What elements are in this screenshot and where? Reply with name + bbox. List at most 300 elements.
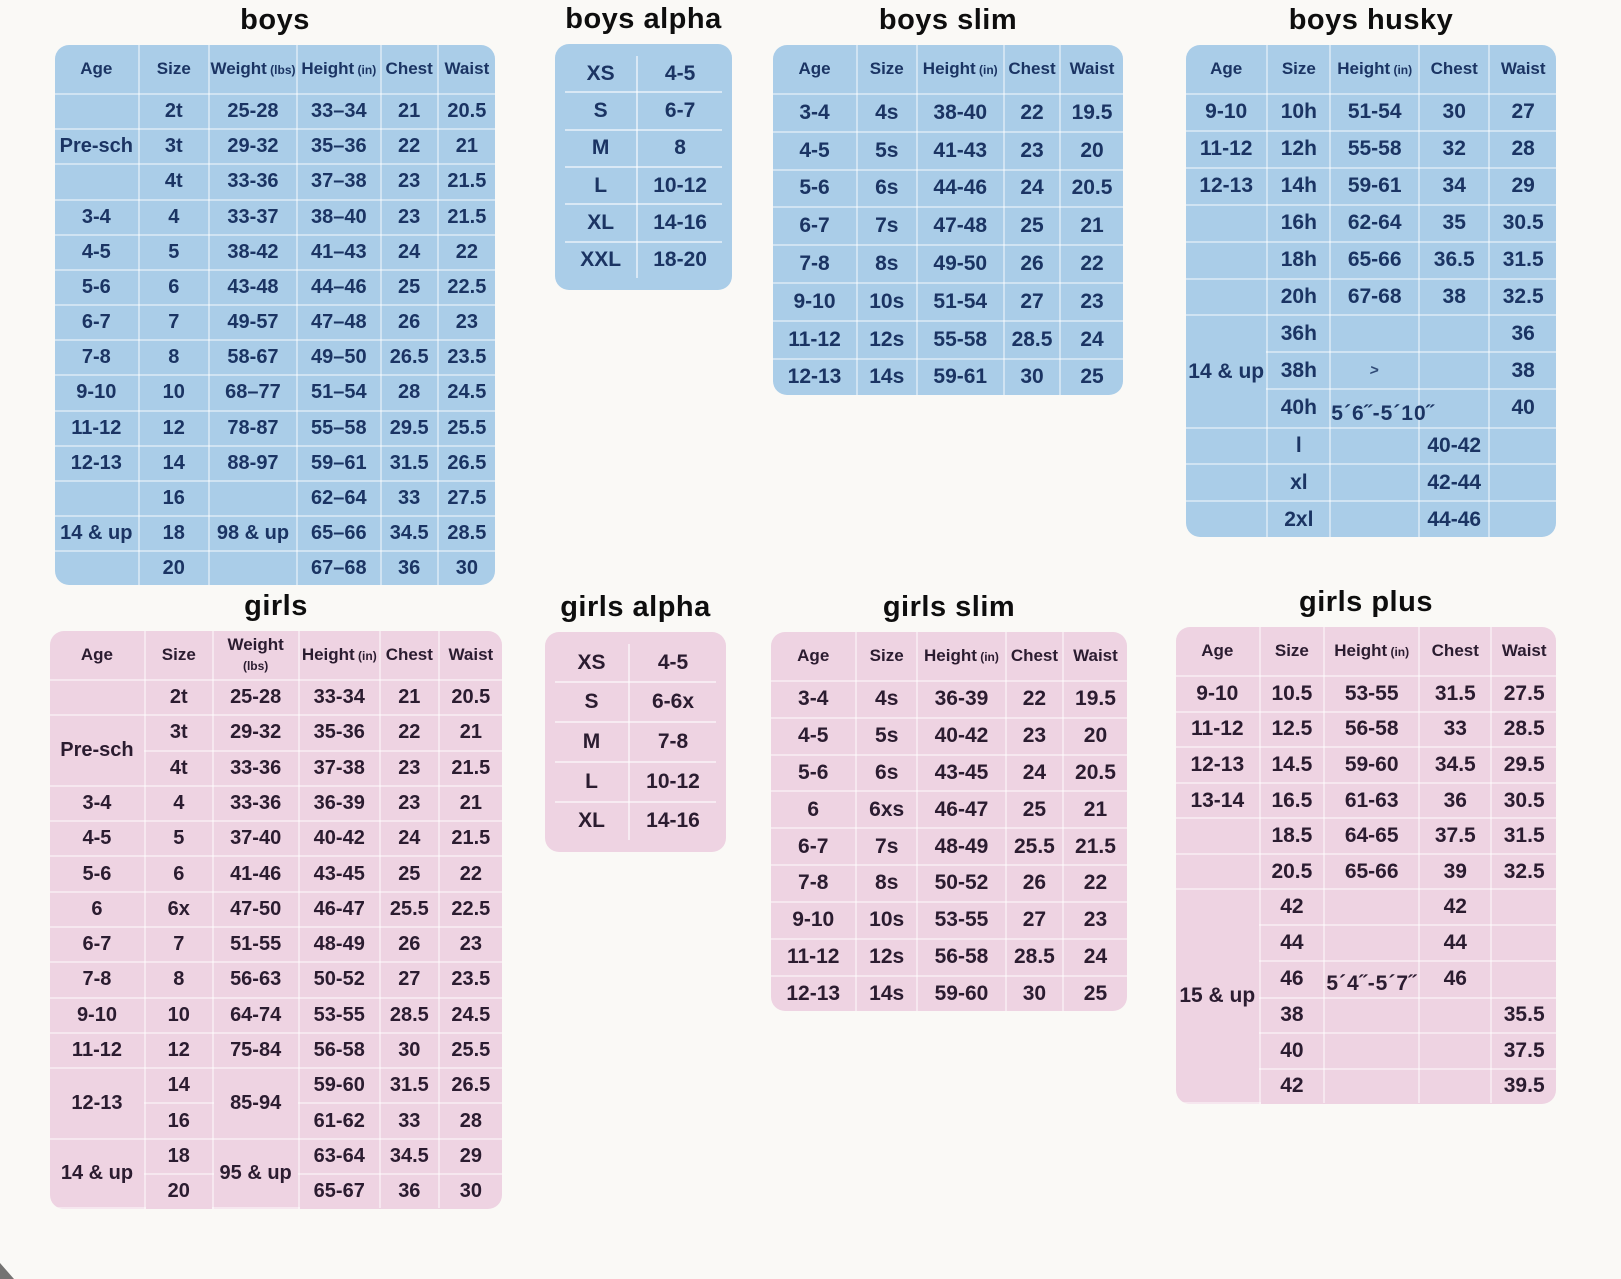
table-cell: S bbox=[555, 682, 629, 722]
table-cell: 78-87 bbox=[209, 411, 297, 446]
table-cell: 33-36 bbox=[209, 164, 297, 199]
column-header: Height (in) bbox=[1324, 627, 1419, 676]
table-cell-empty bbox=[1324, 925, 1419, 961]
table-row bbox=[1186, 279, 1556, 316]
table-cell: 39.5 bbox=[1491, 1069, 1556, 1103]
table-cell: 65–66 bbox=[297, 516, 381, 551]
column-unit-label: (in) bbox=[1390, 63, 1413, 77]
table-cell: 35–36 bbox=[297, 129, 381, 164]
table-row bbox=[50, 715, 502, 750]
table-cell: 40-42 bbox=[299, 821, 380, 856]
table-cell: 44 bbox=[1260, 925, 1325, 961]
boys-table-title: boys bbox=[240, 4, 310, 36]
table-cell: 4t bbox=[145, 751, 213, 786]
column-header: Age bbox=[50, 631, 145, 680]
table-row bbox=[50, 821, 502, 856]
table-cell: 28.5 bbox=[1004, 321, 1060, 359]
table-row bbox=[555, 722, 716, 762]
table-cell: 64-74 bbox=[213, 998, 299, 1033]
column-unit-label: (in) bbox=[354, 63, 377, 77]
boys-husky-table-block bbox=[1186, 3, 1556, 537]
table-cell: 6 bbox=[145, 856, 213, 891]
table-cell: 20 bbox=[1063, 718, 1127, 755]
table-cell: 51-54 bbox=[917, 283, 1005, 321]
table-cell: 34.5 bbox=[381, 516, 438, 551]
table-cell: 33-34 bbox=[299, 680, 380, 715]
table-row bbox=[555, 682, 716, 722]
table-cell: 25-28 bbox=[213, 680, 299, 715]
table-row bbox=[55, 411, 495, 446]
table-row bbox=[773, 359, 1123, 395]
table-row bbox=[555, 802, 716, 840]
table-cell: XS bbox=[565, 56, 637, 92]
table-cell: 5 bbox=[139, 235, 209, 270]
table-cell: 4-5 bbox=[771, 718, 856, 755]
table-cell: 24.5 bbox=[439, 998, 502, 1033]
table-cell: 65-66 bbox=[1324, 854, 1419, 890]
table-row bbox=[555, 762, 716, 802]
table-cell: 50-52 bbox=[917, 865, 1006, 902]
table-cell: 14 & up bbox=[55, 516, 139, 551]
table-cell: 3t bbox=[145, 715, 213, 750]
table-cell: 6 bbox=[139, 270, 209, 305]
table-cell-empty bbox=[1186, 205, 1267, 242]
table-cell: 40h bbox=[1267, 389, 1330, 427]
table-cell: 44 bbox=[1419, 925, 1491, 961]
table-row bbox=[773, 245, 1123, 283]
table-cell: 7-8 bbox=[773, 245, 857, 283]
table-cell: 10h bbox=[1267, 94, 1330, 131]
boys-alpha-table-panel bbox=[555, 44, 732, 290]
table-cell: 29.5 bbox=[381, 411, 438, 446]
table-cell-empty bbox=[1491, 925, 1556, 961]
table-cell-empty bbox=[1186, 242, 1267, 279]
table-cell: 12 bbox=[139, 411, 209, 446]
table-cell: 8s bbox=[856, 865, 917, 902]
table-cell: 75-84 bbox=[213, 1033, 299, 1068]
table-cell: 51–54 bbox=[297, 375, 381, 410]
table-cell: 32 bbox=[1419, 131, 1489, 168]
table-cell: 5-6 bbox=[50, 856, 145, 891]
table-cell: 25 bbox=[1006, 791, 1063, 828]
table-row bbox=[50, 998, 502, 1033]
table-cell: 20.5 bbox=[1260, 854, 1325, 890]
table-cell: 43-48 bbox=[209, 270, 297, 305]
header-row bbox=[50, 631, 502, 680]
table-cell: 6-7 bbox=[773, 207, 857, 245]
table-cell: 14s bbox=[857, 359, 917, 395]
table-cell: 9-10 bbox=[771, 902, 856, 939]
table-cell-empty bbox=[1324, 1069, 1419, 1103]
table-cell-empty bbox=[1186, 279, 1267, 316]
table-cell: 11-12 bbox=[1176, 712, 1260, 748]
table-cell: XL bbox=[565, 204, 637, 241]
table-cell: 67–68 bbox=[297, 551, 381, 585]
table-cell: 7s bbox=[856, 828, 917, 865]
table-cell: 65-66 bbox=[1330, 242, 1419, 279]
table-cell: 40-42 bbox=[917, 718, 1006, 755]
table-cell: 28.5 bbox=[1491, 712, 1556, 748]
table-cell: 25.5 bbox=[438, 411, 495, 446]
table-cell-empty bbox=[1489, 428, 1556, 465]
table-cell: 10.5 bbox=[1260, 676, 1325, 712]
table-cell-empty bbox=[55, 481, 139, 516]
table-cell: 44-46 bbox=[1419, 501, 1489, 537]
table-cell: 14 & up bbox=[1186, 315, 1267, 427]
table-cell: 46-47 bbox=[299, 892, 380, 927]
table-cell: 26 bbox=[381, 305, 438, 340]
table-cell: 37-40 bbox=[213, 821, 299, 856]
table-row bbox=[1186, 205, 1556, 242]
table-cell: 40 bbox=[1489, 389, 1556, 427]
table-cell: 26 bbox=[1006, 865, 1063, 902]
table-cell: 14s bbox=[856, 976, 917, 1012]
table-cell: 55–58 bbox=[297, 411, 381, 446]
table-row bbox=[1186, 428, 1556, 465]
table-cell: 27.5 bbox=[438, 481, 495, 516]
table-cell-empty bbox=[1176, 818, 1260, 854]
table-cell: 14 bbox=[145, 1068, 213, 1103]
table-cell: 55-58 bbox=[1330, 131, 1419, 168]
table-cell: 6x bbox=[145, 892, 213, 927]
table-cell: 5s bbox=[857, 132, 917, 170]
table-cell: 38 bbox=[1489, 352, 1556, 389]
table-cell: 14h bbox=[1267, 168, 1330, 205]
table-cell: 14 bbox=[139, 446, 209, 481]
table-cell: 23.5 bbox=[438, 340, 495, 375]
column-header: Chest bbox=[381, 45, 438, 94]
table-cell: 49-57 bbox=[209, 305, 297, 340]
table-cell: 28 bbox=[381, 375, 438, 410]
table-cell: 29.5 bbox=[1491, 747, 1556, 783]
table-cell: 20 bbox=[139, 551, 209, 585]
table-cell: 51-55 bbox=[213, 927, 299, 962]
table-row bbox=[55, 270, 495, 305]
table-cell-empty bbox=[55, 94, 139, 129]
table-row bbox=[55, 446, 495, 481]
table-cell: 28 bbox=[1489, 131, 1556, 168]
table-cell: 31.5 bbox=[1491, 818, 1556, 854]
table-cell: 25 bbox=[380, 856, 439, 891]
table-row bbox=[1186, 94, 1556, 131]
table-cell: 5´6˝-5´10˝ bbox=[1330, 389, 1419, 427]
table-row bbox=[565, 242, 722, 278]
table-cell: 38–40 bbox=[297, 200, 381, 235]
table-row bbox=[55, 551, 495, 585]
girls-table-panel bbox=[50, 631, 502, 1209]
table-cell: 11-12 bbox=[50, 1033, 145, 1068]
table-cell: 41-46 bbox=[213, 856, 299, 891]
table-cell: 32.5 bbox=[1491, 854, 1556, 890]
girls-alpha-table-panel bbox=[545, 632, 726, 852]
table-row bbox=[55, 375, 495, 410]
column-header: Waist bbox=[1060, 45, 1123, 94]
column-header: Height (in) bbox=[917, 45, 1005, 94]
table-cell: S bbox=[565, 92, 637, 129]
column-header: Weight (lbs) bbox=[213, 631, 299, 680]
table-cell: 34.5 bbox=[1419, 747, 1491, 783]
table-cell: 8 bbox=[637, 130, 722, 167]
table-cell: 4 bbox=[139, 200, 209, 235]
table-row bbox=[1176, 712, 1556, 748]
table-row bbox=[1176, 889, 1556, 925]
table-cell: 47-48 bbox=[917, 207, 1005, 245]
table-row bbox=[50, 856, 502, 891]
column-header: Size bbox=[1267, 45, 1330, 94]
table-cell-empty bbox=[1330, 464, 1419, 501]
table-cell: 4s bbox=[857, 94, 917, 132]
table-cell: 12-13 bbox=[1186, 168, 1267, 205]
table-cell: XXL bbox=[565, 242, 637, 278]
table-cell: 29-32 bbox=[209, 129, 297, 164]
scan-corner-artifact bbox=[0, 1263, 14, 1279]
table-cell: 37–38 bbox=[297, 164, 381, 199]
table-cell: 56-58 bbox=[917, 939, 1006, 976]
table-cell: 95 & up bbox=[213, 1139, 299, 1208]
column-header: Chest bbox=[1419, 627, 1491, 676]
table-cell: 22 bbox=[439, 856, 502, 891]
table-row bbox=[771, 902, 1127, 939]
table-cell: 30 bbox=[380, 1033, 439, 1068]
table-row bbox=[771, 681, 1127, 718]
girls-plus-table-panel bbox=[1176, 627, 1556, 1104]
table-row bbox=[555, 644, 716, 682]
table-row bbox=[1176, 747, 1556, 783]
table-row bbox=[55, 340, 495, 375]
column-header: Chest bbox=[380, 631, 439, 680]
table-cell: 42 bbox=[1260, 1069, 1325, 1103]
table-cell: 98 & up bbox=[209, 516, 297, 551]
table-row bbox=[565, 56, 722, 92]
table-cell: 30 bbox=[1006, 976, 1063, 1012]
table-cell: 33-37 bbox=[209, 200, 297, 235]
table-cell: 24.5 bbox=[438, 375, 495, 410]
table-cell: 9-10 bbox=[1186, 94, 1267, 131]
table-cell: 21 bbox=[1063, 791, 1127, 828]
table-cell: 20 bbox=[145, 1174, 213, 1208]
header-row bbox=[55, 45, 495, 94]
column-header: Height (in) bbox=[917, 632, 1006, 681]
table-row bbox=[773, 321, 1123, 359]
table-cell: 22 bbox=[381, 129, 438, 164]
table-cell: 3-4 bbox=[771, 681, 856, 718]
table-cell-empty bbox=[1330, 315, 1419, 352]
table-cell: 40 bbox=[1260, 1033, 1325, 1069]
table-cell: 2t bbox=[139, 94, 209, 129]
table-cell-empty bbox=[1419, 998, 1491, 1034]
girls-alpha-table-block bbox=[545, 590, 726, 852]
column-header: Size bbox=[1260, 627, 1325, 676]
table-cell: 24 bbox=[380, 821, 439, 856]
girls-slim-table-panel bbox=[771, 632, 1127, 1011]
table-row bbox=[55, 235, 495, 270]
column-header: Weight (lbs) bbox=[209, 45, 297, 94]
table-cell: 22 bbox=[380, 715, 439, 750]
table-cell: 38 bbox=[1419, 279, 1489, 316]
table-cell: 23 bbox=[1006, 718, 1063, 755]
table-cell: 11-12 bbox=[1186, 131, 1267, 168]
table-cell: 24 bbox=[381, 235, 438, 270]
table-cell: 29 bbox=[439, 1139, 502, 1174]
column-header: Chest bbox=[1419, 45, 1489, 94]
table-cell: 19.5 bbox=[1060, 94, 1123, 132]
table-cell: 21 bbox=[439, 786, 502, 821]
table-cell: 6s bbox=[856, 755, 917, 792]
table-cell: 40-42 bbox=[1419, 428, 1489, 465]
table-cell: l bbox=[1267, 428, 1330, 465]
girls-slim-table-block bbox=[771, 590, 1127, 1011]
column-header: Waist bbox=[1063, 632, 1127, 681]
table-cell: 21 bbox=[438, 129, 495, 164]
column-header: Waist bbox=[439, 631, 502, 680]
table-row bbox=[771, 791, 1127, 828]
table-cell: 20.5 bbox=[439, 680, 502, 715]
table-cell: 41–43 bbox=[297, 235, 381, 270]
table-cell: 25 bbox=[381, 270, 438, 305]
table-cell-empty bbox=[1491, 889, 1556, 925]
table-cell: 62-64 bbox=[1330, 205, 1419, 242]
header-row bbox=[773, 45, 1123, 94]
table-cell: 33-36 bbox=[213, 751, 299, 786]
table-cell: 14 & up bbox=[50, 1139, 145, 1208]
table-row bbox=[55, 305, 495, 340]
table-cell: 20.5 bbox=[1060, 170, 1123, 208]
column-unit-label: (in) bbox=[976, 650, 999, 664]
table-cell: 59-61 bbox=[917, 359, 1005, 395]
table-cell: 68–77 bbox=[209, 375, 297, 410]
table-cell: 88-97 bbox=[209, 446, 297, 481]
table-cell: 2t bbox=[145, 680, 213, 715]
table-cell: 4 bbox=[145, 786, 213, 821]
table-cell: 18 bbox=[139, 516, 209, 551]
table-cell: 7s bbox=[857, 207, 917, 245]
table-cell: 18.5 bbox=[1260, 818, 1325, 854]
table-cell: 26 bbox=[380, 927, 439, 962]
table-cell: 5-6 bbox=[771, 755, 856, 792]
table-cell: 20.5 bbox=[1063, 755, 1127, 792]
table-row bbox=[1176, 783, 1556, 819]
column-header: Height (in) bbox=[1330, 45, 1419, 94]
table-row bbox=[771, 976, 1127, 1012]
table-cell: 61-62 bbox=[299, 1103, 380, 1138]
header-row bbox=[1176, 627, 1556, 676]
table-cell: 26.5 bbox=[438, 446, 495, 481]
table-cell: 23 bbox=[438, 305, 495, 340]
table-cell: 22 bbox=[1060, 245, 1123, 283]
table-cell: 11-12 bbox=[55, 411, 139, 446]
table-row bbox=[50, 1068, 502, 1103]
table-cell: 18h bbox=[1267, 242, 1330, 279]
table-cell: 5-6 bbox=[55, 270, 139, 305]
table-cell: 21.5 bbox=[438, 164, 495, 199]
table-row bbox=[771, 828, 1127, 865]
table-cell: 36.5 bbox=[1419, 242, 1489, 279]
table-row bbox=[55, 129, 495, 164]
table-cell: 49–50 bbox=[297, 340, 381, 375]
table-cell: 10-12 bbox=[637, 167, 722, 204]
table-cell: 67-68 bbox=[1330, 279, 1419, 316]
table-cell: 16 bbox=[139, 481, 209, 516]
table-cell: 10 bbox=[139, 375, 209, 410]
table-cell: 61-63 bbox=[1324, 783, 1419, 819]
table-cell: 33 bbox=[1419, 712, 1491, 748]
table-cell-empty bbox=[1330, 428, 1419, 465]
table-cell: 7 bbox=[145, 927, 213, 962]
table-cell: 53-55 bbox=[1324, 676, 1419, 712]
table-row bbox=[55, 164, 495, 199]
table-cell: 12-13 bbox=[1176, 747, 1260, 783]
table-row bbox=[1186, 168, 1556, 205]
table-cell: 38-40 bbox=[917, 94, 1005, 132]
girls-plus-table-title: girls plus bbox=[1299, 586, 1433, 618]
table-cell: 28.5 bbox=[1006, 939, 1063, 976]
table-cell-empty bbox=[209, 551, 297, 585]
table-cell: 25.5 bbox=[1006, 828, 1063, 865]
table-cell: 4-5 bbox=[50, 821, 145, 856]
column-unit-label: (lbs) bbox=[266, 63, 296, 77]
table-cell-empty bbox=[1330, 501, 1419, 537]
table-cell: 36h bbox=[1267, 315, 1330, 352]
table-cell-empty bbox=[1489, 464, 1556, 501]
table-cell: 37-38 bbox=[299, 751, 380, 786]
table-cell: 12s bbox=[857, 321, 917, 359]
table-cell: 5´4˝-5´7˝ bbox=[1324, 961, 1419, 998]
table-cell: 16h bbox=[1267, 205, 1330, 242]
header-row bbox=[771, 632, 1127, 681]
table-cell: 37.5 bbox=[1491, 1033, 1556, 1069]
column-header: Chest bbox=[1004, 45, 1060, 94]
table-cell-empty bbox=[1419, 352, 1489, 389]
table-cell: 29-32 bbox=[213, 715, 299, 750]
table-cell: 23 bbox=[1063, 902, 1127, 939]
table-cell: 49-50 bbox=[917, 245, 1005, 283]
table-cell: 9-10 bbox=[55, 375, 139, 410]
column-unit-label: (lbs) bbox=[242, 659, 269, 673]
table-cell: 22 bbox=[1063, 865, 1127, 902]
table-cell: 32.5 bbox=[1489, 279, 1556, 316]
table-cell: 62–64 bbox=[297, 481, 381, 516]
table-cell: 42 bbox=[1419, 889, 1491, 925]
table-cell: 41-43 bbox=[917, 132, 1005, 170]
table-row bbox=[1176, 854, 1556, 890]
table-cell-empty bbox=[1419, 1069, 1491, 1103]
table-cell: 36 bbox=[381, 551, 438, 585]
table-cell: 3-4 bbox=[773, 94, 857, 132]
table-cell: M bbox=[565, 130, 637, 167]
table-cell: 21 bbox=[1060, 207, 1123, 245]
table-cell: 22 bbox=[438, 235, 495, 270]
table-cell: 59-60 bbox=[1324, 747, 1419, 783]
table-cell: 43-45 bbox=[917, 755, 1006, 792]
table-row bbox=[773, 132, 1123, 170]
table-cell: 53-55 bbox=[917, 902, 1006, 939]
table-cell: 23 bbox=[381, 200, 438, 235]
column-header: Waist bbox=[1489, 45, 1556, 94]
table-cell: 64-65 bbox=[1324, 818, 1419, 854]
table-cell: 23 bbox=[380, 786, 439, 821]
table-row bbox=[55, 94, 495, 129]
table-cell: 11-12 bbox=[773, 321, 857, 359]
table-cell: 33-36 bbox=[213, 786, 299, 821]
column-header: Age bbox=[55, 45, 139, 94]
boys-alpha-table-title: boys alpha bbox=[565, 3, 722, 35]
table-cell: 12s bbox=[856, 939, 917, 976]
table-row bbox=[50, 892, 502, 927]
table-cell: 30 bbox=[439, 1174, 502, 1208]
table-cell: 16.5 bbox=[1260, 783, 1325, 819]
table-cell: M bbox=[555, 722, 629, 762]
table-cell-empty bbox=[1489, 501, 1556, 537]
